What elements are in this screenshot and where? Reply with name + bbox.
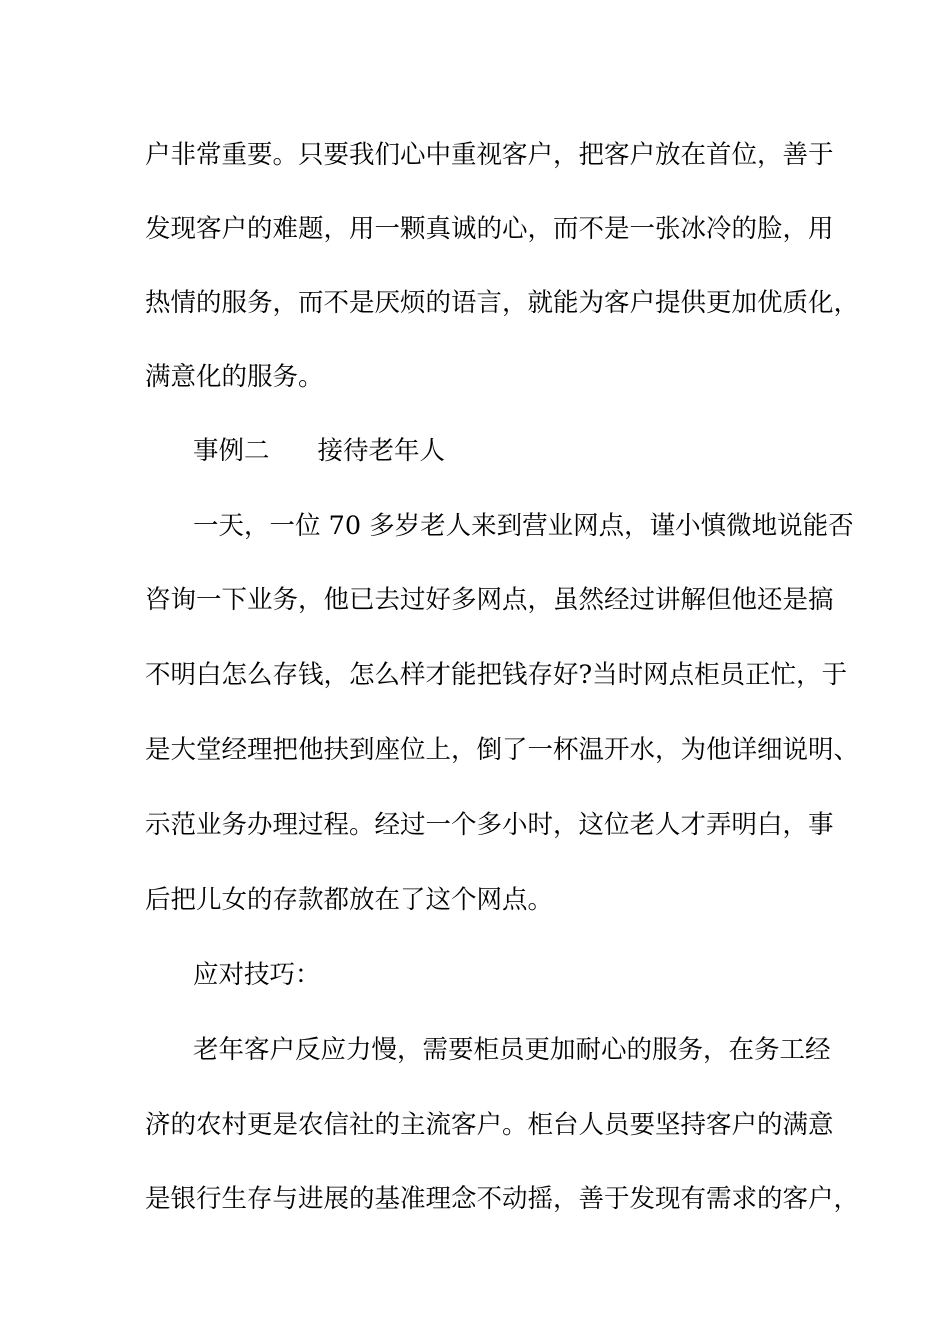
- paragraph-line: 热情的服务，而不是厌烦的语言，就能为客户提供更加优质化，: [145, 288, 860, 318]
- case-heading-title: 接待老年人: [317, 436, 446, 466]
- case-heading-label: 事例二: [193, 436, 270, 466]
- tips-paragraph-line: 是银行生存与进展的基准理念不动摇，善于发现有需求的客户，: [145, 1184, 860, 1214]
- case-heading: [193, 435, 873, 467]
- case-paragraph-line: 是大堂经理把他扶到座位上，倒了一杯温开水，为他详细说明、: [145, 735, 860, 765]
- tips-paragraph-line: 济的农村更是农信社的主流客户。柜台人员要坚持客户的满意: [145, 1110, 834, 1140]
- paragraph-line: 户非常重要。只要我们心中重视客户，把客户放在首位，善于: [145, 140, 834, 170]
- case-paragraph-line: 咨询一下业务，他已去过好多网点，虽然经过讲解但他还是搞: [145, 585, 834, 615]
- tips-heading: 应对技巧：: [193, 960, 321, 990]
- paragraph-line: 发现客户的难题，用一颗真诚的心，而不是一张冰冷的脸，用: [145, 214, 834, 244]
- paragraph-line: 满意化的服务。: [145, 362, 324, 392]
- case-paragraph-line: 一天，一位 70 多岁老人来到营业网点，谨小慎微地说能否: [193, 511, 854, 541]
- case-paragraph-line: 示范业务办理过程。经过一个多小时，这位老人才弄明白，事: [145, 810, 834, 840]
- tips-paragraph-line: 老年客户反应力慢，需要柜员更加耐心的服务，在务工经: [193, 1035, 831, 1065]
- case-paragraph-line: 后把儿女的存款都放在了这个网点。: [145, 885, 554, 915]
- case-paragraph-line: 不明白怎么存钱，怎么样才能把钱存好?当时网点柜员正忙，于: [145, 660, 848, 690]
